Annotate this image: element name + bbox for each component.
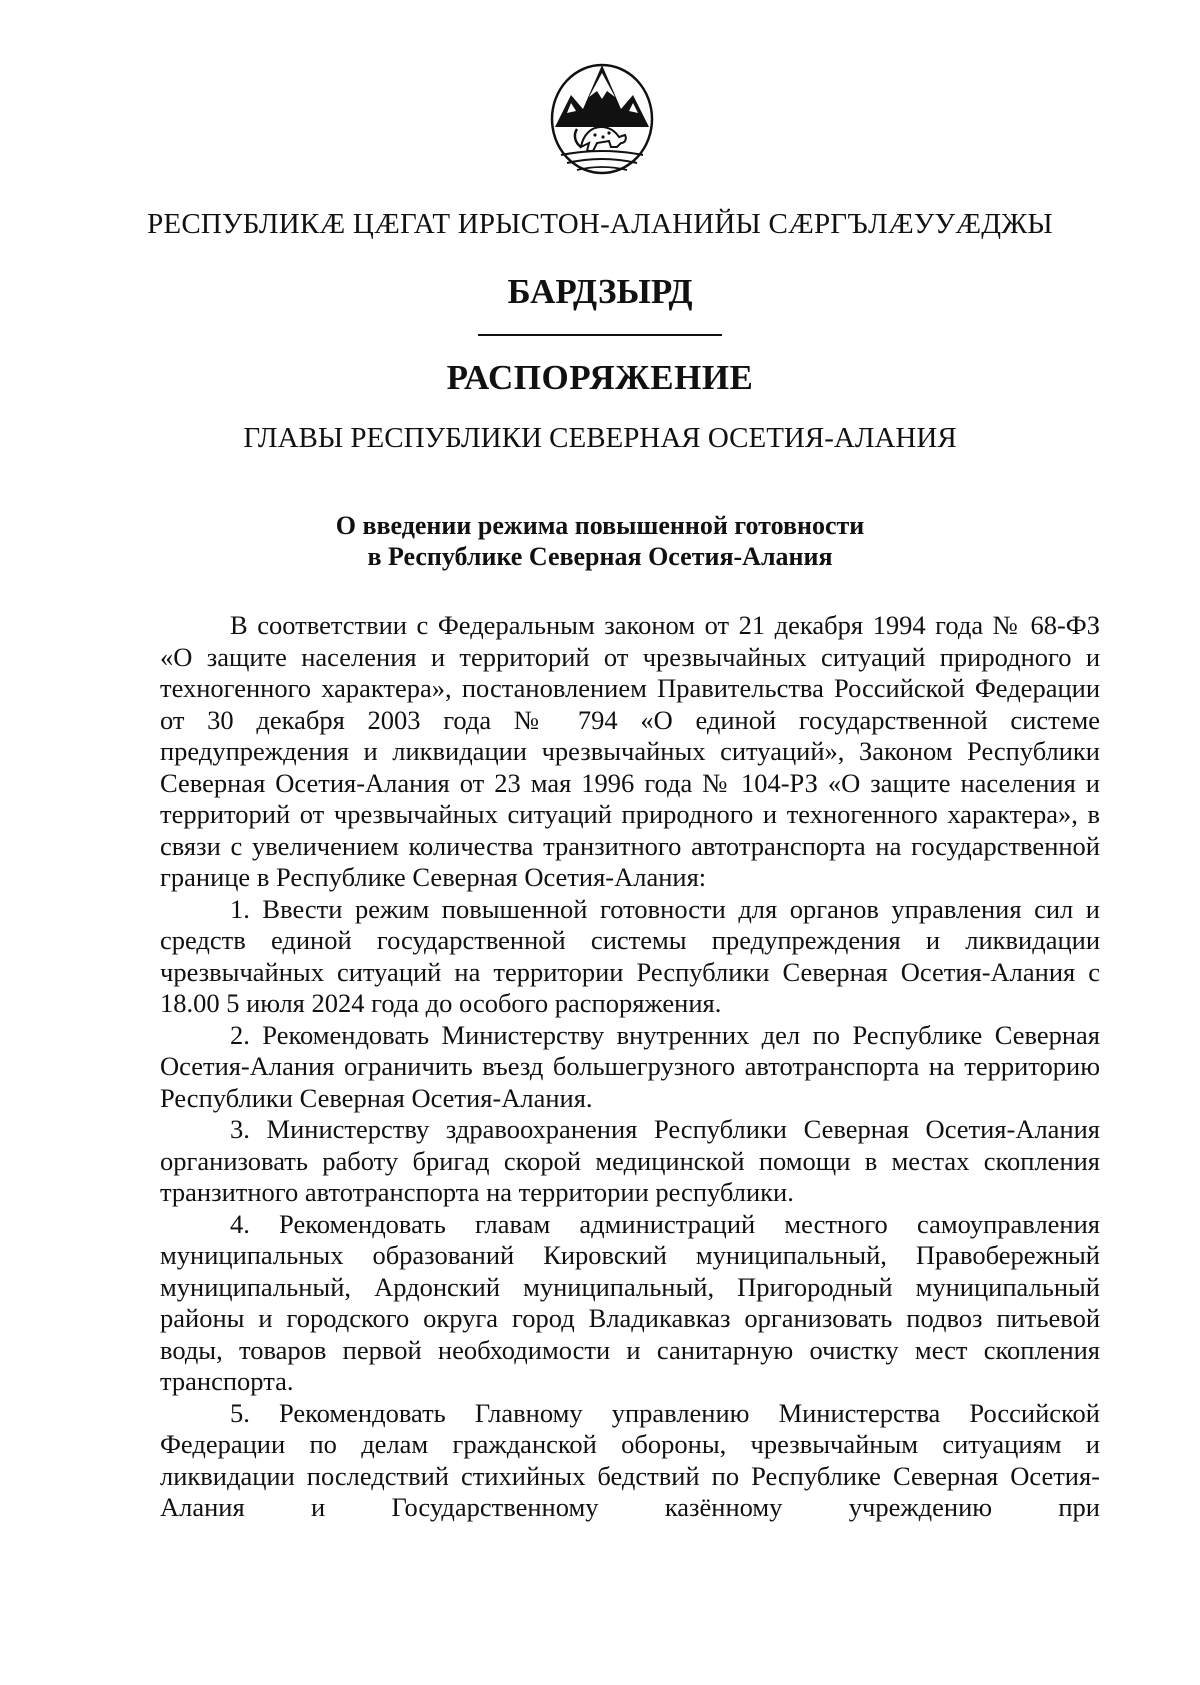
coat-of-arms-icon	[545, 55, 660, 180]
document-title-line2: в Республике Северная Осетия-Алания	[367, 542, 833, 571]
header-divider	[478, 334, 722, 336]
document-title	[200, 510, 1000, 572]
item-2-paragraph: 2. Рекомендовать Министерству внутренних дел по Республике Северная Осетия-Алания ограничить въезд большегрузного автотранспорта на территорию Республики Северная Осетия-Алания.	[160, 1019, 1100, 1113]
item-4-paragraph: 4. Рекомендовать главам администраций местного самоуправления муниципальных образований Кировский муниципальный, Правобережный муниципальный, Ардонский муниципальный, Пригородный муниципальный районы и городского округа город Владикавказ организовать подвоз питьевой воды, товаров первой необходимости и санитарную очистку мест скопления транспорта.	[160, 1208, 1100, 1396]
doc-type-ossetian: БАРДЗЫРД	[507, 272, 693, 311]
item-5-paragraph: 5. Рекомендовать Главному управлению Министерства Российской Федерации по делам гражданской обороны, чрезвычайным ситуациям и ликвидации последствий стихийных бедствий по Республике Северная Осетия-Алания и Государственному казённому учреждению при	[160, 1397, 1100, 1522]
issuer-russian: ГЛАВЫ РЕСПУБЛИКИ СЕВЕРНАЯ ОСЕТИЯ-АЛАНИЯ	[243, 422, 957, 454]
document-body	[160, 610, 1100, 1524]
republic-name-ossetian: РЕСПУБЛИКÆ ЦÆГАТ ИРЫСТОН-АЛАНИЙЫ СÆРГЪЛÆУУÆДЖЫ	[147, 208, 1053, 240]
doc-type-russian: РАСПОРЯЖЕНИЕ	[446, 358, 754, 397]
document-title-line1: О введении режима повышенной готовности	[335, 511, 865, 540]
item-3-paragraph: 3. Министерству здравоохранения Республики Северная Осетия-Алания организовать работу бригад скорой медицинской помощи в местах скопления транзитного автотранспорта на территории республики.	[160, 1114, 1100, 1207]
preamble-paragraph: В соответствии с Федеральным законом от 21 декабря 1994 года № 68-ФЗ «О защите населения и территорий от чрезвычайных ситуаций природного и техногенного характера», постановлением Правительства Российской Федерации от 30 декабря 2003 года № 794 «О единой государственной системе предупреждения и ликвидации чрезвычайных ситуаций», Законом Республики Северная Осетия-Алания от 23 мая 1996 года № 104-РЗ «О защите населения и территорий от чрезвычайных ситуаций природного и техногенного характера», в связи с увеличением количества транзитного автотранспорта на государственной границе в Республике Северная Осетия-Алания:	[160, 610, 1100, 892]
item-1-paragraph: 1. Ввести режим повышенной готовности для органов управления сил и средств единой государственной системы предупреждения и ликвидации чрезвычайных ситуаций на территории Республики Северная Осетия-Алания с 18.00 5 июля 2024 года до особого распоряжения.	[160, 893, 1100, 1018]
